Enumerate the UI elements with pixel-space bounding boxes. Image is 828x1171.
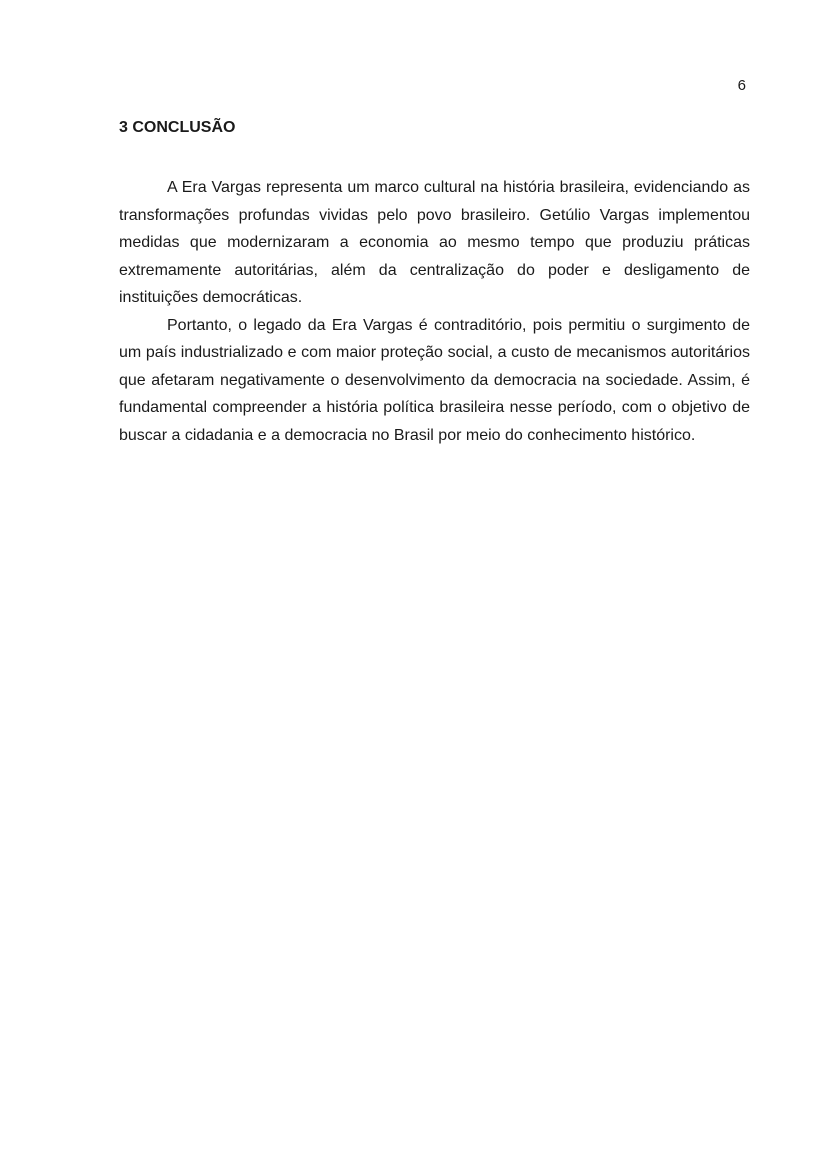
paragraph-1: A Era Vargas representa um marco cultural na história brasileira, evidenciando as transformações profundas vividas pelo povo brasileiro. Getúlio Vargas implementou medidas que modernizaram a economia ao mesmo tempo que produziu práticas extremamente autoritárias, além da centralização do poder e desligamento de instituições democráticas. bbox=[119, 179, 750, 306]
body-text bbox=[119, 174, 750, 449]
paragraph-2: Portanto, o legado da Era Vargas é contraditório, pois permitiu o surgimento de um país industrializado e com maior proteção social, a custo de mecanismos autoritários que afetaram negativamente o desenvolvimento da democracia na sociedade. Assim, é fundamental compreender a história política brasileira nesse período, com o objetivo de buscar a cidadania e a democracia no Brasil por meio do conhecimento histórico. bbox=[119, 316, 750, 444]
section-title: 3 CONCLUSÃO bbox=[119, 119, 236, 136]
page-number: 6 bbox=[737, 77, 746, 94]
